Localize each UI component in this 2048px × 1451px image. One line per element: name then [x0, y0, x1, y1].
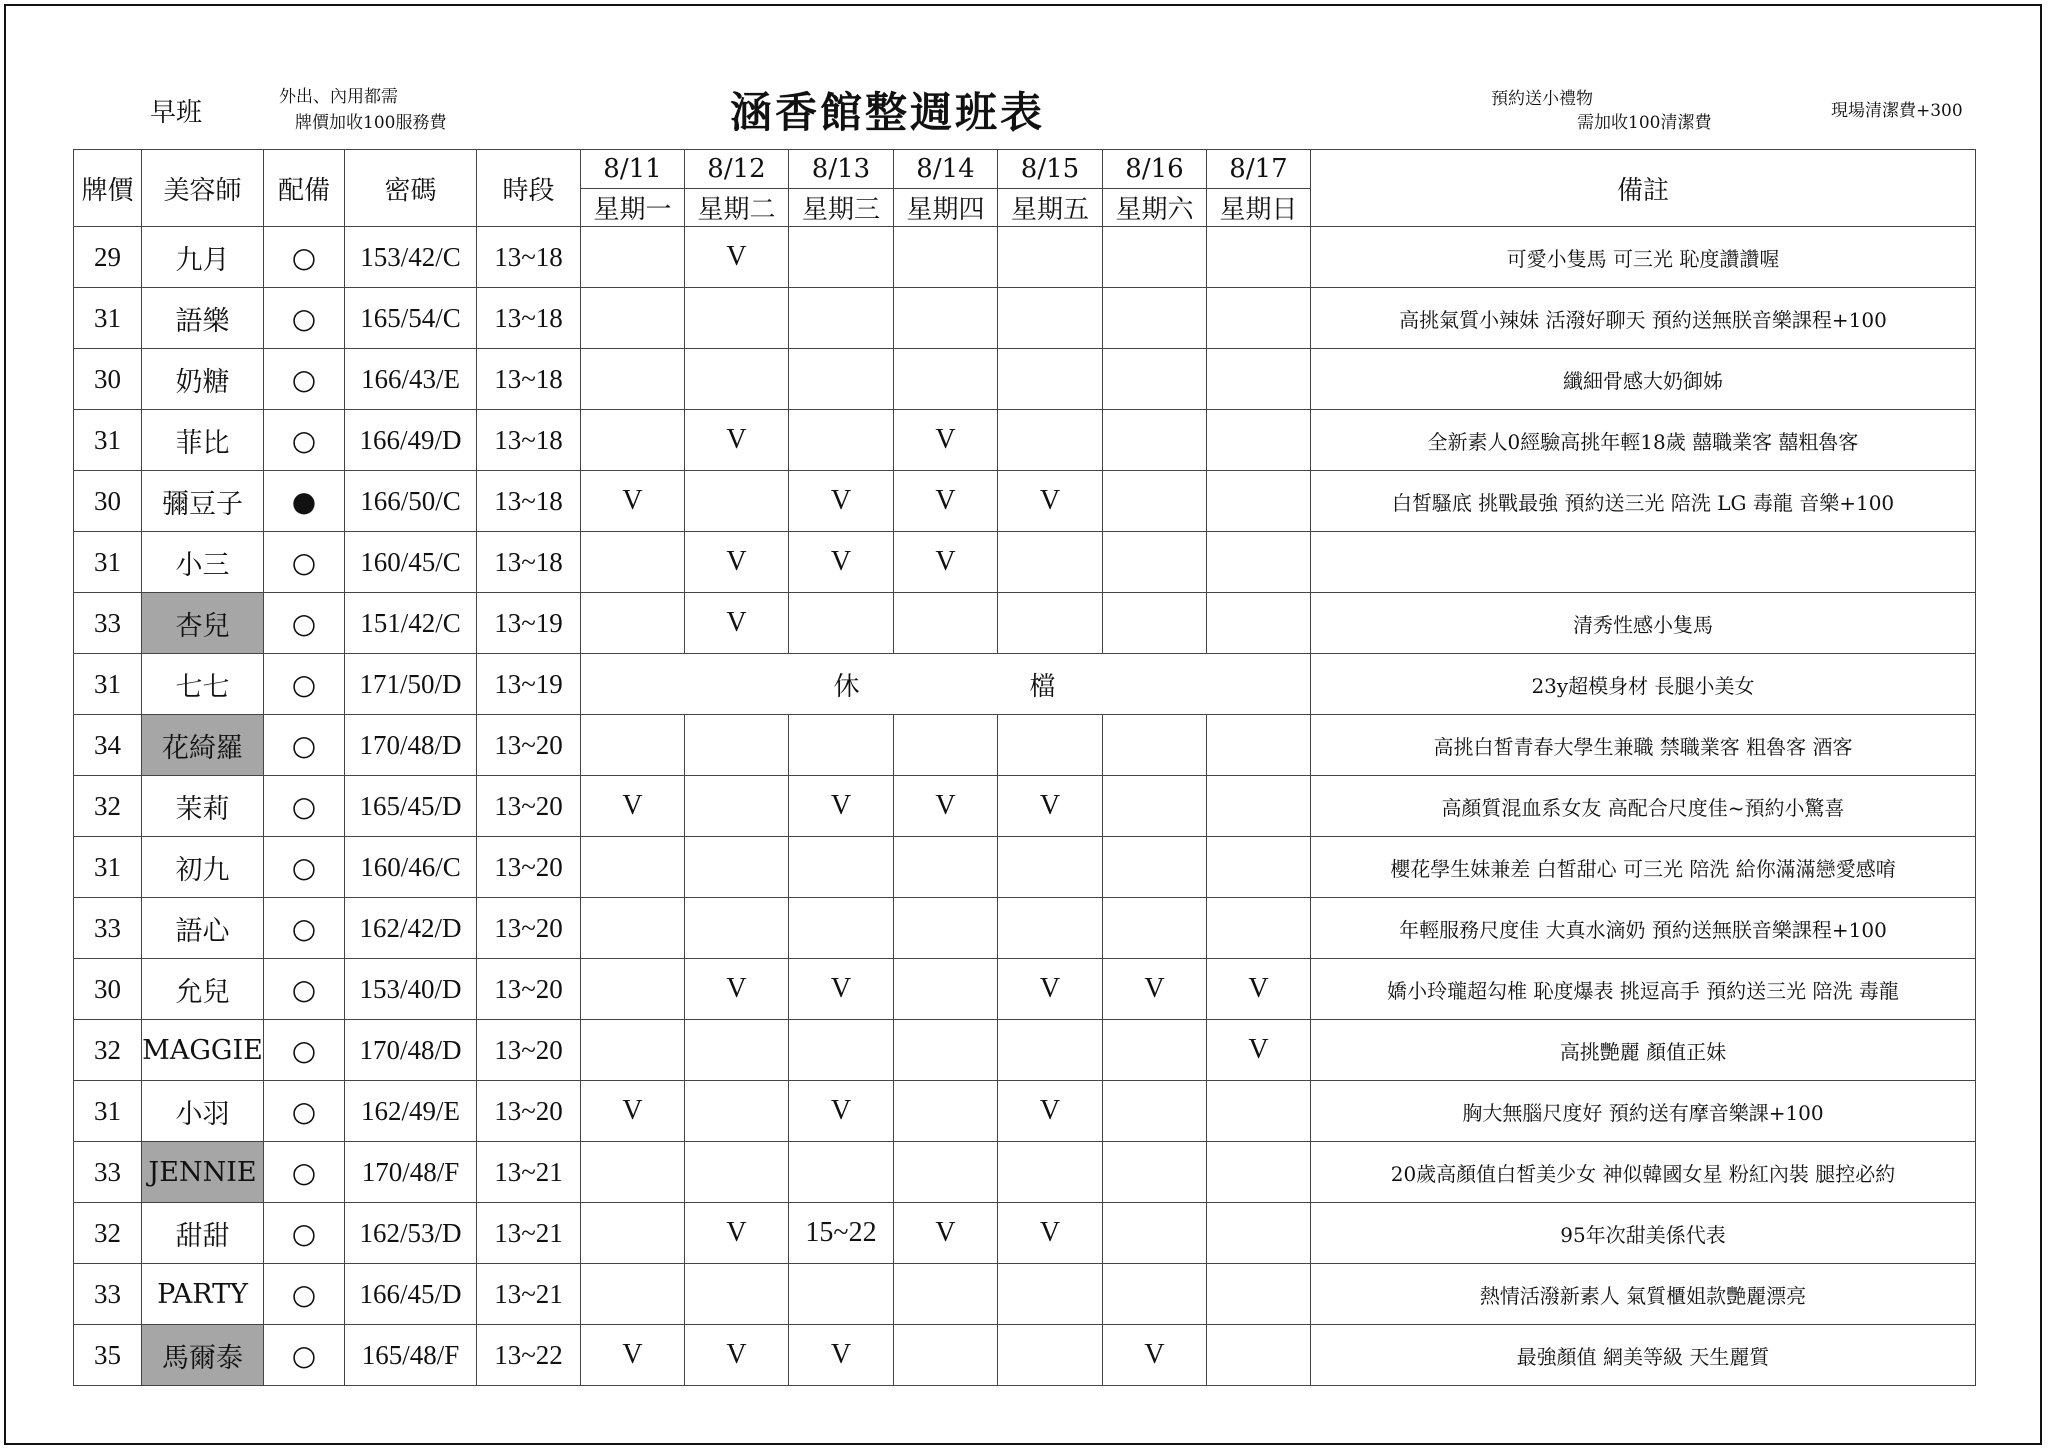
price-cell: 32: [74, 776, 142, 837]
day-cell: [1103, 1142, 1207, 1203]
day-cell: [998, 532, 1103, 593]
note-cell: 嬌小玲瓏超勾椎 恥度爆表 挑逗高手 預約送三光 陪洗 毒龍: [1311, 959, 1976, 1020]
date-header: 8/15: [998, 150, 1103, 189]
day-cell: [1103, 837, 1207, 898]
time-cell: 13~18: [477, 532, 581, 593]
day-cell: [685, 1020, 789, 1081]
price-cell: 31: [74, 654, 142, 715]
day-cell: V: [685, 593, 789, 654]
day-cell: V: [581, 1081, 685, 1142]
time-cell: 13~21: [477, 1264, 581, 1325]
table-row: [74, 227, 1976, 288]
day-cell: [1207, 837, 1311, 898]
day-cell: [581, 532, 685, 593]
price-cell: 32: [74, 1020, 142, 1081]
note-cell: 可愛小隻馬 可三光 恥度讚讚喔: [1311, 227, 1976, 288]
code-cell: 165/45/D: [345, 776, 477, 837]
day-cell: [998, 1325, 1103, 1386]
equip-cell: ○: [264, 1203, 345, 1264]
price-cell: 29: [74, 227, 142, 288]
day-cell: [581, 1264, 685, 1325]
day-cell: [581, 227, 685, 288]
weekday-header: 星期五: [998, 189, 1103, 227]
day-cell: V: [685, 532, 789, 593]
price-cell: 31: [74, 532, 142, 593]
day-cell: [998, 410, 1103, 471]
time-cell: 13~19: [477, 654, 581, 715]
day-cell: [581, 410, 685, 471]
date-header: 8/11: [581, 150, 685, 189]
day-cell: [685, 776, 789, 837]
day-cell: [789, 593, 894, 654]
day-cell: [685, 898, 789, 959]
equip-cell: ○: [264, 227, 345, 288]
day-cell: [894, 1020, 998, 1081]
day-cell: [1207, 471, 1311, 532]
day-cell: V: [581, 471, 685, 532]
note-cell: 95年次甜美係代表: [1311, 1203, 1976, 1264]
day-cell: [581, 898, 685, 959]
day-cell: [789, 837, 894, 898]
day-cell: [581, 1142, 685, 1203]
day-cell: [1207, 288, 1311, 349]
day-cell: [581, 288, 685, 349]
day-cell: [789, 1142, 894, 1203]
day-cell: [998, 837, 1103, 898]
day-cell: V: [581, 776, 685, 837]
equip-cell: ○: [264, 593, 345, 654]
price-cell: 33: [74, 1264, 142, 1325]
day-cell: V: [894, 471, 998, 532]
cleaning-fee-note: 現場清潔費+300: [1831, 101, 1963, 121]
table-row: [74, 410, 1976, 471]
name-cell: 茉莉: [142, 776, 264, 837]
day-cell: V: [1207, 959, 1311, 1020]
equip-cell: ○: [264, 288, 345, 349]
day-cell: [894, 1264, 998, 1325]
day-cell: [894, 1081, 998, 1142]
note-cell: 全新素人0經驗高挑年輕18歲 囍職業客 囍粗魯客: [1311, 410, 1976, 471]
equip-cell: ○: [264, 410, 345, 471]
price-cell: 30: [74, 471, 142, 532]
name-cell: 奶糖: [142, 349, 264, 410]
name-cell: 小三: [142, 532, 264, 593]
table-row: [74, 959, 1976, 1020]
weekday-header: 星期六: [1103, 189, 1207, 227]
time-cell: 13~18: [477, 349, 581, 410]
day-cell: [998, 1020, 1103, 1081]
name-cell: 九月: [142, 227, 264, 288]
table-row: [74, 349, 1976, 410]
table-row: [74, 776, 1976, 837]
table-row: [74, 1020, 1976, 1081]
name-cell: 語樂: [142, 288, 264, 349]
day-cell: [581, 593, 685, 654]
day-cell: V: [685, 227, 789, 288]
day-cell: [1207, 715, 1311, 776]
equip-cell: ○: [264, 654, 345, 715]
table-row: [74, 715, 1976, 776]
day-cell: [789, 227, 894, 288]
time-cell: 13~20: [477, 1020, 581, 1081]
table-row: [74, 837, 1976, 898]
time-cell: 13~20: [477, 959, 581, 1020]
price-cell: 31: [74, 1081, 142, 1142]
day-cell: [789, 715, 894, 776]
name-cell: 杏兒: [142, 593, 264, 654]
day-cell: [998, 898, 1103, 959]
price-cell: 30: [74, 349, 142, 410]
day-cell: V: [894, 1203, 998, 1264]
day-cell: [685, 288, 789, 349]
time-cell: 13~19: [477, 593, 581, 654]
service-fee-note-line1: 外出、內用都需: [279, 87, 398, 107]
day-cell: [581, 715, 685, 776]
day-cell: [581, 959, 685, 1020]
day-cell: [894, 349, 998, 410]
code-cell: 166/49/D: [345, 410, 477, 471]
day-cell: [1103, 471, 1207, 532]
rest-cell: 休 檔: [581, 654, 1311, 715]
equip-cell: ○: [264, 776, 345, 837]
day-cell: 15~22: [789, 1203, 894, 1264]
price-cell: 34: [74, 715, 142, 776]
day-cell: [1207, 1081, 1311, 1142]
code-cell: 170/48/D: [345, 1020, 477, 1081]
name-cell: 語心: [142, 898, 264, 959]
day-cell: V: [685, 1203, 789, 1264]
equip-cell: ○: [264, 532, 345, 593]
day-cell: [894, 898, 998, 959]
code-cell: 153/40/D: [345, 959, 477, 1020]
day-cell: [1207, 410, 1311, 471]
note-cell: 胸大無腦尺度好 預約送有摩音樂課+100: [1311, 1081, 1976, 1142]
col-header-time: 時段: [477, 150, 581, 227]
weekday-header: 星期三: [789, 189, 894, 227]
day-cell: [1207, 776, 1311, 837]
table-row: [74, 1142, 1976, 1203]
code-cell: 153/42/C: [345, 227, 477, 288]
day-cell: [685, 1081, 789, 1142]
equip-cell: ○: [264, 715, 345, 776]
table-row: [74, 532, 1976, 593]
price-cell: 33: [74, 1142, 142, 1203]
equip-cell: ○: [264, 959, 345, 1020]
day-cell: [685, 1142, 789, 1203]
day-cell: [1207, 227, 1311, 288]
weekday-header: 星期二: [685, 189, 789, 227]
col-header-notes: 備註: [1311, 150, 1976, 227]
date-header: 8/13: [789, 150, 894, 189]
code-cell: 162/42/D: [345, 898, 477, 959]
name-cell: 初九: [142, 837, 264, 898]
day-cell: [685, 349, 789, 410]
note-cell: 高顏質混血系女友 高配合尺度佳~預約小驚喜: [1311, 776, 1976, 837]
table-row: [74, 471, 1976, 532]
name-cell: MAGGIE: [142, 1020, 264, 1081]
day-cell: [894, 715, 998, 776]
day-cell: V: [998, 471, 1103, 532]
day-cell: [685, 471, 789, 532]
day-cell: [789, 288, 894, 349]
day-cell: V: [998, 1203, 1103, 1264]
day-cell: V: [998, 959, 1103, 1020]
day-cell: V: [894, 532, 998, 593]
table-row: [74, 288, 1976, 349]
day-cell: V: [1103, 959, 1207, 1020]
day-cell: V: [1103, 1325, 1207, 1386]
table-row: [74, 1264, 1976, 1325]
note-cell: 熱情活潑新素人 氣質櫃姐款艷麗漂亮: [1311, 1264, 1976, 1325]
day-cell: V: [1207, 1020, 1311, 1081]
day-cell: V: [789, 776, 894, 837]
price-cell: 31: [74, 837, 142, 898]
col-header-price: 牌價: [74, 150, 142, 227]
equip-cell: ○: [264, 898, 345, 959]
equip-cell: ○: [264, 1142, 345, 1203]
date-header: 8/17: [1207, 150, 1311, 189]
day-cell: [894, 959, 998, 1020]
day-cell: V: [685, 959, 789, 1020]
day-cell: [894, 1142, 998, 1203]
equip-cell: ○: [264, 1020, 345, 1081]
day-cell: [998, 1142, 1103, 1203]
day-cell: [581, 1020, 685, 1081]
table-row: [74, 1203, 1976, 1264]
name-cell: 彌豆子: [142, 471, 264, 532]
note-cell: 20歲高顏值白皙美少女 神似韓國女星 粉紅內裝 腿控必約: [1311, 1142, 1976, 1203]
day-cell: [998, 227, 1103, 288]
day-cell: [1207, 1203, 1311, 1264]
code-cell: 165/48/F: [345, 1325, 477, 1386]
day-cell: [894, 288, 998, 349]
day-cell: [1103, 1203, 1207, 1264]
name-cell: 花綺羅: [142, 715, 264, 776]
table-row: [74, 1325, 1976, 1386]
date-header: 8/14: [894, 150, 998, 189]
equip-cell: ○: [264, 1264, 345, 1325]
day-cell: [894, 227, 998, 288]
day-cell: [1207, 898, 1311, 959]
note-cell: 高挑氣質小辣妹 活潑好聊天 預約送無朕音樂課程+100: [1311, 288, 1976, 349]
price-cell: 35: [74, 1325, 142, 1386]
table-row: [74, 898, 1976, 959]
note-cell: [1311, 532, 1976, 593]
equip-cell: ○: [264, 837, 345, 898]
day-cell: [894, 593, 998, 654]
day-cell: [1103, 1081, 1207, 1142]
weekly-schedule-table: [73, 149, 1976, 1386]
time-cell: 13~21: [477, 1142, 581, 1203]
note-cell: 清秀性感小隻馬: [1311, 593, 1976, 654]
day-cell: [1103, 1020, 1207, 1081]
time-cell: 13~20: [477, 776, 581, 837]
equip-cell: ○: [264, 1325, 345, 1386]
day-cell: [1103, 349, 1207, 410]
name-cell: 菲比: [142, 410, 264, 471]
day-cell: [1103, 532, 1207, 593]
day-cell: V: [685, 1325, 789, 1386]
day-cell: [685, 837, 789, 898]
note-cell: 高挑艷麗 顏值正妹: [1311, 1020, 1976, 1081]
day-cell: V: [894, 410, 998, 471]
note-cell: 纖細骨感大奶御姊: [1311, 349, 1976, 410]
note-cell: 櫻花學生妹兼差 白皙甜心 可三光 陪洗 給你滿滿戀愛感唷: [1311, 837, 1976, 898]
code-cell: 166/50/C: [345, 471, 477, 532]
note-cell: 高挑白皙青春大學生兼職 禁職業客 粗魯客 酒客: [1311, 715, 1976, 776]
name-cell: 小羽: [142, 1081, 264, 1142]
day-cell: [1103, 1264, 1207, 1325]
day-cell: V: [789, 471, 894, 532]
day-cell: [789, 1020, 894, 1081]
date-header: 8/16: [1103, 150, 1207, 189]
page-title: 涵香館整週班表: [730, 88, 1046, 137]
day-cell: V: [789, 959, 894, 1020]
gift-note-line1: 預約送小禮物: [1491, 89, 1593, 109]
day-cell: [1103, 227, 1207, 288]
day-cell: V: [581, 1325, 685, 1386]
table-row: [74, 654, 1976, 715]
code-cell: 165/54/C: [345, 288, 477, 349]
name-cell: JENNIE: [142, 1142, 264, 1203]
time-cell: 13~20: [477, 837, 581, 898]
day-cell: [789, 410, 894, 471]
day-cell: [998, 349, 1103, 410]
day-cell: [1207, 349, 1311, 410]
day-cell: V: [998, 776, 1103, 837]
day-cell: [894, 1325, 998, 1386]
code-cell: 166/43/E: [345, 349, 477, 410]
code-cell: 160/46/C: [345, 837, 477, 898]
time-cell: 13~18: [477, 227, 581, 288]
price-cell: 30: [74, 959, 142, 1020]
col-header-equip: 配備: [264, 150, 345, 227]
equip-cell: ●: [264, 471, 345, 532]
code-cell: 151/42/C: [345, 593, 477, 654]
date-header: 8/12: [685, 150, 789, 189]
time-cell: 13~18: [477, 288, 581, 349]
name-cell: 馬爾泰: [142, 1325, 264, 1386]
day-cell: [1103, 288, 1207, 349]
day-cell: [581, 349, 685, 410]
day-cell: [998, 1264, 1103, 1325]
day-cell: V: [685, 410, 789, 471]
gift-note-line2: 需加收100清潔費: [1577, 113, 1712, 133]
time-cell: 13~20: [477, 898, 581, 959]
name-cell: 七七: [142, 654, 264, 715]
day-cell: [1207, 593, 1311, 654]
day-cell: V: [894, 776, 998, 837]
time-cell: 13~22: [477, 1325, 581, 1386]
code-cell: 171/50/D: [345, 654, 477, 715]
day-cell: V: [789, 1081, 894, 1142]
day-cell: [1207, 532, 1311, 593]
table-row: [74, 1081, 1976, 1142]
note-cell: 最強顏值 網美等級 天生麗質: [1311, 1325, 1976, 1386]
col-header-name: 美容師: [142, 150, 264, 227]
day-cell: [1103, 593, 1207, 654]
name-cell: 允兒: [142, 959, 264, 1020]
code-cell: 162/49/E: [345, 1081, 477, 1142]
day-cell: [998, 715, 1103, 776]
day-cell: [998, 593, 1103, 654]
day-cell: [581, 1203, 685, 1264]
time-cell: 13~20: [477, 715, 581, 776]
day-cell: [1103, 898, 1207, 959]
code-cell: 170/48/D: [345, 715, 477, 776]
day-cell: [894, 837, 998, 898]
day-cell: V: [789, 532, 894, 593]
weekday-header: 星期日: [1207, 189, 1311, 227]
weekday-header: 星期四: [894, 189, 998, 227]
day-cell: [581, 837, 685, 898]
shift-label: 早班: [150, 98, 203, 128]
service-fee-note-line2: 牌價加收100服務費: [295, 113, 447, 133]
day-cell: [1103, 715, 1207, 776]
header-row: [74, 150, 1976, 189]
price-cell: 31: [74, 410, 142, 471]
day-cell: [1207, 1264, 1311, 1325]
day-cell: V: [789, 1325, 894, 1386]
day-cell: [998, 288, 1103, 349]
code-cell: 160/45/C: [345, 532, 477, 593]
time-cell: 13~18: [477, 471, 581, 532]
price-cell: 32: [74, 1203, 142, 1264]
table-row: [74, 593, 1976, 654]
day-cell: [685, 715, 789, 776]
price-cell: 33: [74, 898, 142, 959]
equip-cell: ○: [264, 1081, 345, 1142]
code-cell: 170/48/F: [345, 1142, 477, 1203]
day-cell: [1207, 1142, 1311, 1203]
day-cell: [789, 898, 894, 959]
note-cell: 白皙騷底 挑戰最強 預約送三光 陪洗 LG 毒龍 音樂+100: [1311, 471, 1976, 532]
time-cell: 13~21: [477, 1203, 581, 1264]
code-cell: 166/45/D: [345, 1264, 477, 1325]
price-cell: 31: [74, 288, 142, 349]
equip-cell: ○: [264, 349, 345, 410]
note-cell: 年輕服務尺度佳 大真水滴奶 預約送無朕音樂課程+100: [1311, 898, 1976, 959]
day-cell: V: [998, 1081, 1103, 1142]
name-cell: 甜甜: [142, 1203, 264, 1264]
price-cell: 33: [74, 593, 142, 654]
time-cell: 13~18: [477, 410, 581, 471]
weekday-header: 星期一: [581, 189, 685, 227]
name-cell: PARTY: [142, 1264, 264, 1325]
day-cell: [789, 349, 894, 410]
day-cell: [1207, 1325, 1311, 1386]
day-cell: [789, 1264, 894, 1325]
note-cell: 23y超模身材 長腿小美女: [1311, 654, 1976, 715]
col-header-code: 密碼: [345, 150, 477, 227]
day-cell: [1103, 410, 1207, 471]
time-cell: 13~20: [477, 1081, 581, 1142]
day-cell: [1103, 776, 1207, 837]
code-cell: 162/53/D: [345, 1203, 477, 1264]
day-cell: [685, 1264, 789, 1325]
